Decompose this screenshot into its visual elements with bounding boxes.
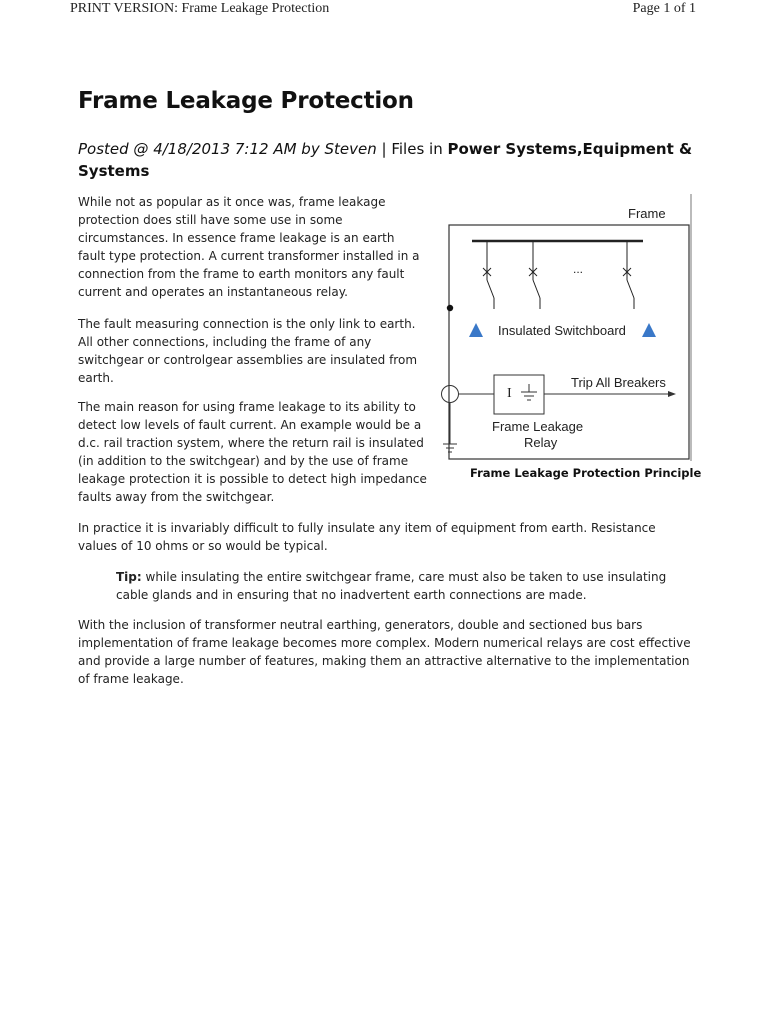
posted-info: Posted @ 4/18/2013 7:12 AM by Steven	[78, 140, 377, 158]
paragraph-complexity: With the inclusion of transformer neutral earthing, generators, double and sectioned bus bars implementation of frame leakage becomes more complex. Modern numerical relays are cost effective and provide a large number of features, making them an attractive alternative to the implementation of frame leakage.	[78, 618, 691, 686]
tip-label: Tip:	[116, 570, 142, 584]
print-header-title: PRINT VERSION: Frame Leakage Protection	[70, 1, 330, 16]
tip-text: while insulating the entire switchgear frame, care must also be taken to use insulating cable glands and in ensuring that no inadvertent earth connections are made.	[116, 570, 667, 602]
paragraph-main-reason: The main reason for using frame leakage to its ability to detect low levels of fault current. An example would be a d.c. rail traction system, where the return rail is insulated (in addition to the switchgear) and by the use of frame leakage protection it is possible to detect high impedance faults away from the switchgear.	[78, 400, 427, 504]
frame-leakage-diagram	[436, 192, 694, 464]
relay-box	[494, 375, 544, 414]
byline-separator: |	[381, 140, 387, 158]
page-number: Page 1 of 1	[632, 1, 696, 16]
trip-arrow-icon	[668, 391, 676, 397]
relay-symbol: I	[507, 386, 512, 401]
paragraph-earth-link: The fault measuring connection is the only link to earth. All other connections, including the frame of any switchgear or controlgear assemblies are insulated from earth.	[78, 317, 418, 385]
current-transformer	[442, 386, 459, 403]
byline	[78, 138, 698, 182]
paragraph-practice: In practice it is invariably difficult to fully insulate any item of equipment from earth. Resistance values of 10 ohms or so would be typical.	[78, 521, 656, 553]
insulator-right-icon	[642, 323, 656, 337]
switchboard-label: Insulated Switchboard	[498, 323, 626, 338]
insulator-left-icon	[469, 323, 483, 337]
figure-caption: Frame Leakage Protection Principle	[470, 466, 702, 480]
paragraph-intro: While not as popular as it once was, frame leakage protection does still have some use in some circumstances. In essence frame leakage is an earth fault type protection. A current transformer installed in a connection from the frame to earth monitors any fault current and operates an instantaneous relay.	[78, 195, 420, 299]
frame-label: Frame	[628, 206, 666, 221]
trip-label: Trip All Breakers	[571, 375, 666, 390]
breaker-2-blade	[533, 280, 540, 298]
article-title: Frame Leakage Protection	[78, 88, 414, 114]
category-link[interactable]: Power Systems,Equipment & Systems	[78, 140, 693, 180]
breaker-3-blade	[627, 280, 634, 298]
breaker-ellipsis: ...	[573, 262, 584, 276]
breaker-1-blade	[487, 280, 494, 298]
earth-node	[447, 305, 453, 311]
relay-label-line1: Frame Leakage	[492, 419, 584, 434]
print-header	[0, 0, 768, 20]
relay-label-line2: Relay	[524, 435, 558, 450]
tip-box	[116, 568, 686, 604]
files-in-label: Files in	[391, 140, 443, 158]
